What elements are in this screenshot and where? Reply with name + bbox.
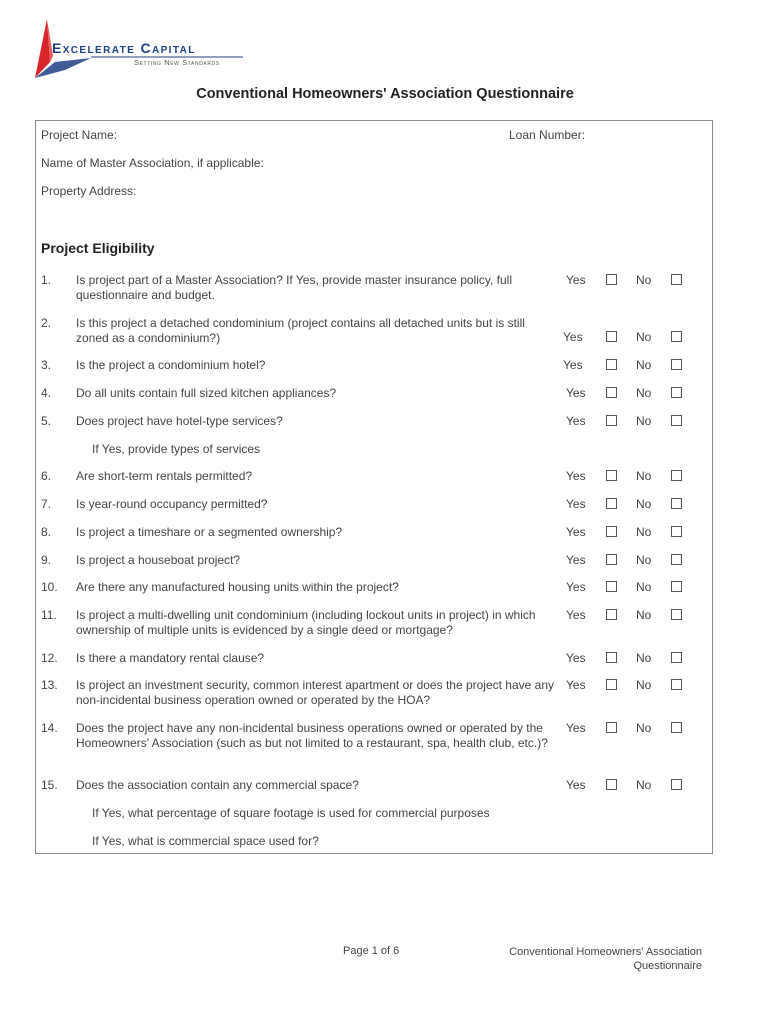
no-checkbox[interactable] xyxy=(671,470,682,481)
question-number: 9. xyxy=(41,553,52,567)
no-label: No xyxy=(636,678,652,692)
no-label: No xyxy=(636,497,652,511)
yes-label: Yes xyxy=(566,608,586,622)
no-label: No xyxy=(636,580,652,594)
question-text: Is the project a condominium hotel? xyxy=(76,358,266,372)
question-text: Do all units contain full sized kitchen appliances? xyxy=(76,386,337,400)
yes-checkbox[interactable] xyxy=(606,652,617,663)
no-label: No xyxy=(636,721,652,735)
question-number: 14. xyxy=(41,721,58,735)
no-label: No xyxy=(636,553,652,567)
no-label: No xyxy=(636,469,652,483)
yes-label: Yes xyxy=(563,330,583,344)
no-checkbox[interactable] xyxy=(671,554,682,565)
question-text: Does the association contain any commercial space? xyxy=(76,778,359,792)
yes-checkbox[interactable] xyxy=(606,609,617,620)
question-number: 6. xyxy=(41,469,52,483)
company-name: Excelerate Capital xyxy=(52,40,196,56)
yes-checkbox[interactable] xyxy=(606,359,617,370)
section-title: Project Eligibility xyxy=(41,240,155,256)
question-number: 13. xyxy=(41,678,58,692)
yes-checkbox[interactable] xyxy=(606,498,617,509)
no-label: No xyxy=(636,330,652,344)
no-checkbox[interactable] xyxy=(671,652,682,663)
question-text: Is project a multi-dwelling unit condominium (including lockout units in project) in which ownership of multiple units is evidenced by a single deed or mortgage? xyxy=(76,608,536,637)
yes-label: Yes xyxy=(563,358,583,372)
no-checkbox[interactable] xyxy=(671,359,682,370)
no-label: No xyxy=(636,358,652,372)
yes-label: Yes xyxy=(566,469,586,483)
services-type-prompt: If Yes, provide types of services xyxy=(92,442,261,456)
question-text: Are short-term rentals permitted? xyxy=(76,469,253,483)
commercial-percentage-prompt: If Yes, what percentage of square footage is used for commercial purposes xyxy=(92,806,490,820)
no-label: No xyxy=(636,608,652,622)
yes-label: Yes xyxy=(566,497,586,511)
question-number: 2. xyxy=(41,316,52,330)
yes-label: Yes xyxy=(566,414,586,428)
question-number: 11. xyxy=(41,608,57,622)
question-text: Is project a timeshare or a segmented ownership? xyxy=(76,525,343,539)
no-checkbox[interactable] xyxy=(671,609,682,620)
no-checkbox[interactable] xyxy=(671,331,682,342)
property-address-label: Property Address: xyxy=(41,184,137,198)
company-tagline: Setting New Standards xyxy=(134,58,220,67)
loan-number-label: Loan Number: xyxy=(509,128,586,142)
yes-label: Yes xyxy=(566,678,586,692)
yes-label: Yes xyxy=(566,651,586,665)
yes-label: Yes xyxy=(566,721,586,735)
question-number: 1. xyxy=(41,273,52,287)
question-text: Is project part of a Master Association? If Yes, provide master insurance policy, full questionnaire and budget. xyxy=(76,273,512,302)
yes-checkbox[interactable] xyxy=(606,274,617,285)
question-number: 15. xyxy=(41,778,58,792)
yes-checkbox[interactable] xyxy=(606,470,617,481)
document-title: Conventional Homeowners' Association Questionnaire xyxy=(196,86,574,102)
question-number: 4. xyxy=(41,386,52,400)
question-number: 7. xyxy=(41,497,52,511)
no-checkbox[interactable] xyxy=(671,526,682,537)
yes-label: Yes xyxy=(566,273,586,287)
question-number: 10. xyxy=(41,580,58,594)
no-checkbox[interactable] xyxy=(671,274,682,285)
no-checkbox[interactable] xyxy=(671,722,682,733)
no-label: No xyxy=(636,778,652,792)
no-checkbox[interactable] xyxy=(671,387,682,398)
question-text: Are there any manufactured housing units within the project? xyxy=(76,580,399,594)
page-number: Page 1 of 6 xyxy=(343,945,400,957)
yes-label: Yes xyxy=(566,778,586,792)
yes-label: Yes xyxy=(566,580,586,594)
project-name-label: Project Name: xyxy=(41,128,118,142)
yes-label: Yes xyxy=(566,553,586,567)
question-text: Does project have hotel-type services? xyxy=(76,414,283,428)
question-number: 8. xyxy=(41,525,52,539)
question-text: Is project a houseboat project? xyxy=(76,553,241,567)
no-label: No xyxy=(636,386,652,400)
question-text: Is project an investment security, common interest apartment or does the project have any non-incidental business operation owned or operated by the HOA? xyxy=(76,678,555,707)
question-number: 3. xyxy=(41,358,52,372)
yes-checkbox[interactable] xyxy=(606,331,617,342)
no-checkbox[interactable] xyxy=(671,679,682,690)
no-label: No xyxy=(636,525,652,539)
yes-checkbox[interactable] xyxy=(606,779,617,790)
yes-label: Yes xyxy=(566,525,586,539)
no-checkbox[interactable] xyxy=(671,581,682,592)
no-checkbox[interactable] xyxy=(671,779,682,790)
master-association-label: Name of Master Association, if applicable: xyxy=(41,156,264,170)
question-text: Is there a mandatory rental clause? xyxy=(76,651,265,665)
yes-checkbox[interactable] xyxy=(606,581,617,592)
yes-checkbox[interactable] xyxy=(606,415,617,426)
no-label: No xyxy=(636,651,652,665)
question-number: 12. xyxy=(41,651,58,665)
yes-checkbox[interactable] xyxy=(606,526,617,537)
company-logo xyxy=(33,18,253,80)
commercial-usage-prompt: If Yes, what is commercial space used for? xyxy=(92,834,319,848)
yes-label: Yes xyxy=(566,386,586,400)
question-text: Is year-round occupancy permitted? xyxy=(76,497,268,511)
yes-checkbox[interactable] xyxy=(606,679,617,690)
yes-checkbox[interactable] xyxy=(606,387,617,398)
no-label: No xyxy=(636,414,652,428)
yes-checkbox[interactable] xyxy=(606,722,617,733)
question-text: Does the project have any non-incidental business operations owned or operated by the Homeowners' Association (such as but not limited to a restaurant, spa, health club, etc.)? xyxy=(76,721,548,750)
no-checkbox[interactable] xyxy=(671,498,682,509)
yes-checkbox[interactable] xyxy=(606,554,617,565)
no-checkbox[interactable] xyxy=(671,415,682,426)
question-number: 5. xyxy=(41,414,52,428)
footer-document-title: Conventional Homeowners' Association Questionnaire xyxy=(509,946,702,972)
no-label: No xyxy=(636,273,652,287)
question-text: Is this project a detached condominium (project contains all detached units but is still zoned as a condominium?) xyxy=(76,316,525,345)
